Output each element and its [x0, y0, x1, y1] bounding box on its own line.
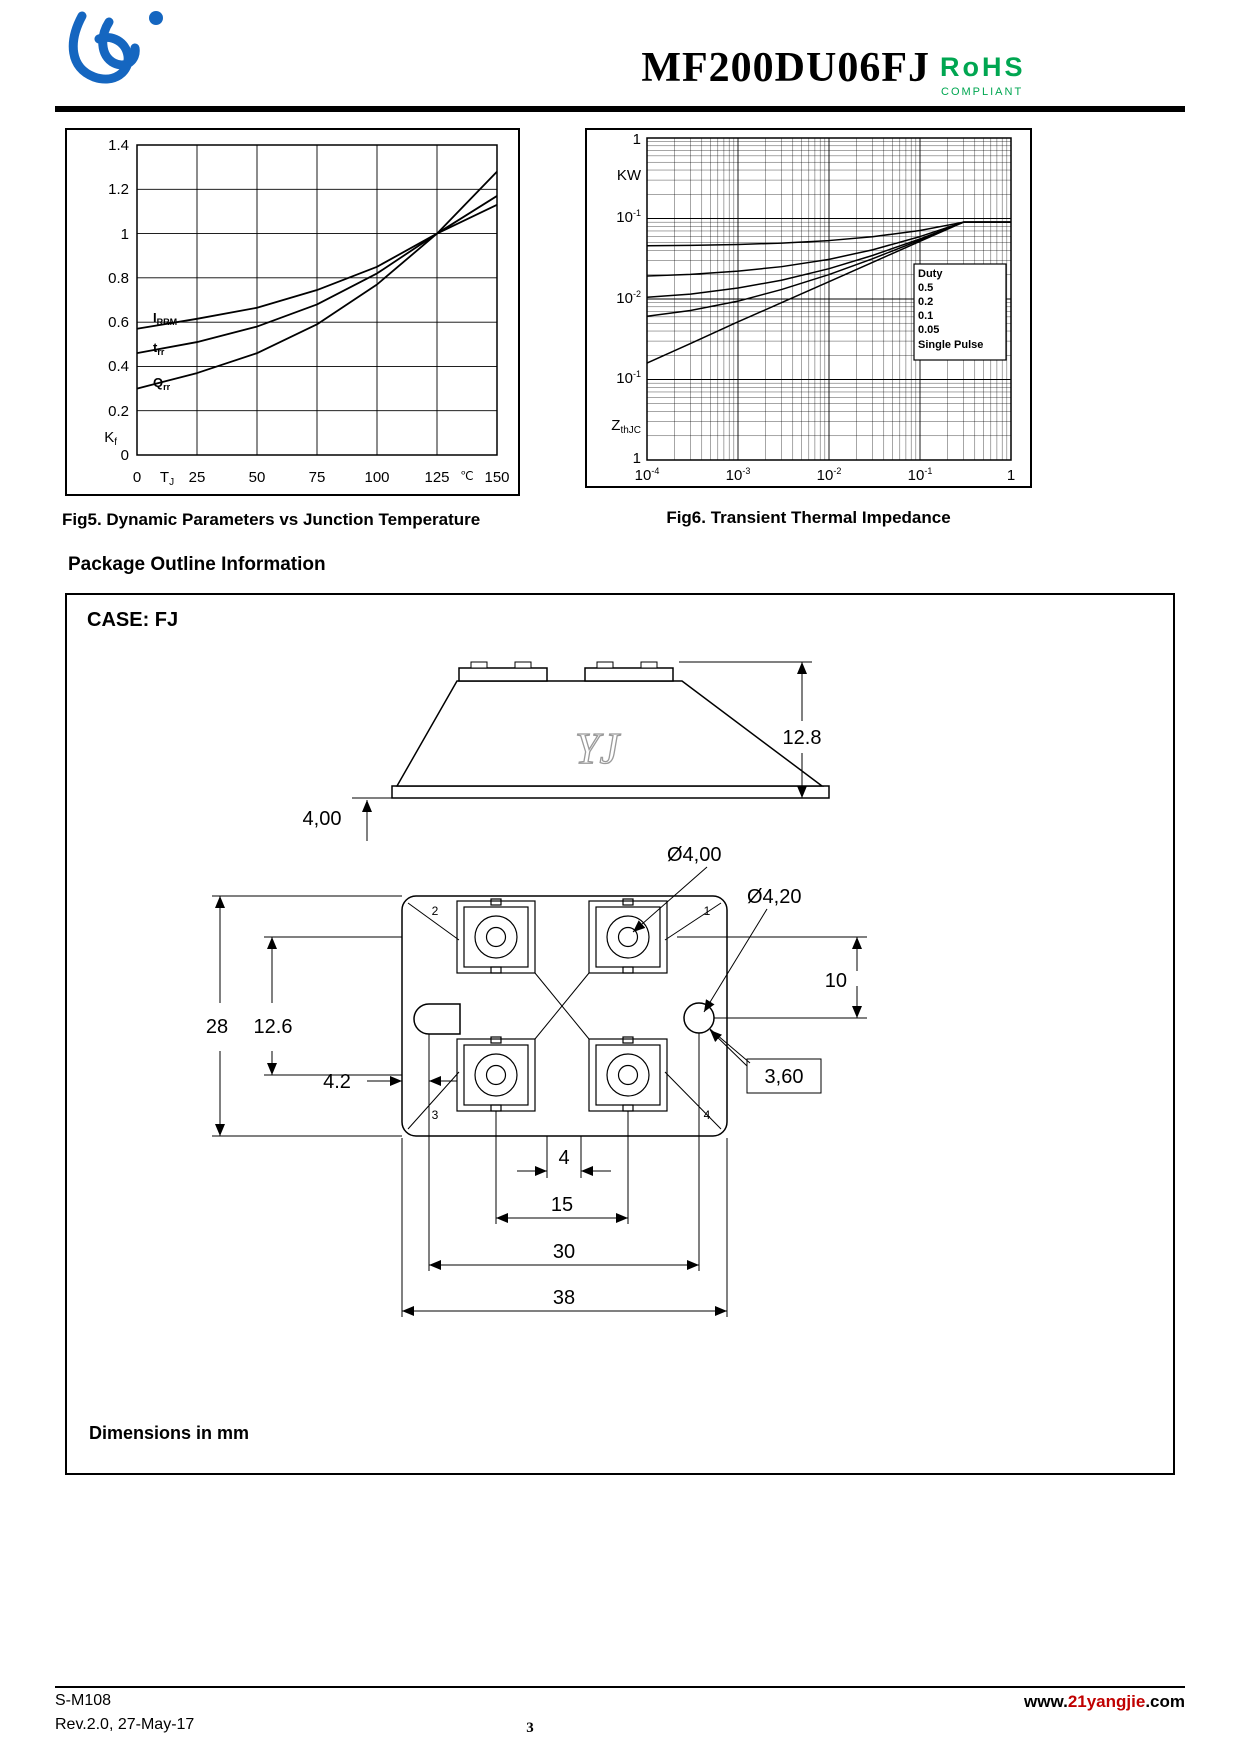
case-label: CASE: FJ: [87, 609, 179, 631]
fig5-ytick: 1.2: [108, 181, 129, 198]
fig5-y-axis-labels: [104, 137, 129, 464]
terminal-numbers: [432, 904, 711, 1122]
terminal-number: 2: [431, 904, 439, 918]
terminal-number: 4: [703, 1108, 711, 1122]
fig5-xtick: 25: [188, 469, 206, 486]
dim-hole-small-label: Ø4,00: [667, 844, 722, 866]
dim-base-label: 4,00: [302, 808, 342, 830]
fig5-ytick: 0.2: [108, 403, 129, 420]
revision-label: Rev.2.0, 27-May-17: [55, 1716, 195, 1733]
fig5-xtick: 100: [364, 469, 390, 486]
fig5-xtick: 75: [308, 469, 326, 486]
module-watermark: YJ: [575, 724, 619, 773]
fig5-x-axis-title: $T_J$: [159, 469, 175, 488]
fig5-ytick: 0.6: [108, 314, 129, 331]
page-number: 3: [526, 1720, 534, 1736]
fig6-chart: [587, 130, 1030, 486]
fig5-xtick: 0: [132, 469, 142, 486]
terminal-pad-bottom-left: [457, 1037, 535, 1111]
fig6-legend: [914, 264, 1006, 360]
terminal-number: 3: [431, 1108, 439, 1122]
case-outline-box: [65, 593, 1175, 1475]
terminal-pad-top-right: [589, 899, 667, 973]
fig5-x-unit: ℃: [460, 469, 474, 483]
fig5-ytick: 0.8: [108, 270, 129, 287]
website-brand: 21yangjie: [1067, 1692, 1146, 1711]
fig5-curve-label-irrm: $I_{RRM}$: [153, 310, 178, 327]
fig6-ytick: $10^{-2}$: [616, 289, 641, 307]
rohs-compliant-label: COMPLIANT: [941, 86, 1024, 98]
fig5-caption: Fig5. Dynamic Parameters vs Junction Temperature: [62, 510, 481, 529]
dim-height-label: 12.8: [782, 727, 822, 749]
dim-slot-offset-label: 4.2: [323, 1071, 351, 1093]
fig5-xtick: 125: [424, 469, 450, 486]
terminal-pad-top-left: [457, 899, 535, 973]
fig6-legend-item: 0.05: [918, 324, 940, 336]
fig6-legend-item: 0.1: [918, 310, 934, 322]
fig5-x-axis-labels: [133, 469, 510, 488]
part-number-title: MF200DU06FJ: [641, 45, 930, 91]
fig5-ytick: 1: [120, 226, 129, 243]
dim-notch-label: 4: [558, 1147, 570, 1169]
terminal-number: 1: [703, 904, 711, 918]
logo-swirl: [73, 16, 135, 79]
fig6-caption: Fig6. Transient Thermal Impedance: [666, 508, 951, 527]
fig5-ytick: 1.4: [108, 137, 129, 154]
fig6-x-axis-labels: [635, 466, 1016, 484]
footer-rule: [55, 1686, 1185, 1688]
fig6-xtick: $10^{-3}$: [725, 466, 751, 484]
logo-dot: [149, 11, 163, 25]
fig6-xtick: $10^{-4}$: [634, 466, 660, 484]
website-suffix: .com: [1145, 1692, 1185, 1711]
fig6-box: [585, 128, 1032, 488]
bottom-dimension-lines: [402, 1033, 727, 1317]
left-dimension-lines: [212, 896, 402, 1136]
fig5-ytick: 0.4: [108, 358, 129, 375]
package-drawing: [67, 641, 1173, 1431]
website-link[interactable]: [1024, 1692, 1185, 1712]
fig5-curve-label-trr: $t_{rr}$: [153, 340, 165, 357]
header-rule: [55, 106, 1185, 112]
mounting-slot: [414, 1004, 460, 1034]
fig6-ytick: 1: [632, 131, 641, 148]
fig6-xtick: $10^{-2}$: [816, 466, 842, 484]
fig6-xtick: $10^{-1}$: [907, 466, 933, 484]
fig6-y-unit: KW: [616, 167, 641, 184]
molded-ridge-lines: [408, 903, 721, 1129]
package-top-view: [402, 896, 727, 1136]
dim-body-width-label: 38: [552, 1287, 576, 1309]
dim-hole-inset-label: 3,60: [764, 1066, 804, 1088]
fig6-ytick: 1: [632, 450, 641, 467]
fig5-xtick: 150: [484, 469, 510, 486]
rohs-badge: RoHS: [940, 52, 1026, 82]
dim-hole-span-label: 30: [552, 1241, 576, 1263]
dim-hole-large-label: Ø4,20: [747, 886, 802, 908]
fig6-ytick: $10^{-1}$: [616, 208, 641, 226]
document-code: S-M108: [55, 1692, 112, 1709]
fig5-xtick: 50: [248, 469, 266, 486]
fig5-curve-label-qrr: $Q_{rr}$: [153, 375, 171, 392]
fig5-chart: [67, 130, 518, 494]
fig6-ytick: $10^{-1}$: [616, 369, 641, 387]
dim-row-span-label: 12.6: [253, 1016, 293, 1038]
dim-hole-drop-label: 10: [824, 970, 847, 992]
fig6-legend-item: 0.2: [918, 296, 934, 308]
dim-body-height-label: 28: [205, 1016, 229, 1038]
terminal-pad-bottom-right: [589, 1037, 667, 1111]
fig6-legend-single-pulse: Single Pulse: [918, 339, 984, 351]
mounting-hole: [684, 1003, 714, 1033]
dimensions-note: Dimensions in mm: [89, 1423, 250, 1443]
package-outline-section-title: Package Outline Information: [68, 554, 326, 575]
fig6-legend-title: Duty: [918, 268, 943, 280]
website-prefix: www.: [1024, 1692, 1068, 1711]
yangjie-logo: [52, 6, 170, 101]
slot-offset-dimension: [367, 1034, 457, 1271]
fig5-ytick: 0: [120, 447, 129, 464]
fig5-box: [65, 128, 520, 496]
fig6-y-axis-labels: [611, 131, 642, 467]
dim-pad-span-label: 15: [550, 1194, 574, 1216]
fig5-y-axis-title: $K_f$: [104, 429, 117, 448]
fig5-grid: [137, 145, 497, 455]
fig6-y-axis-title: $Z_{thJC}$: [611, 417, 641, 436]
fig6-legend-item: 0.5: [918, 282, 934, 294]
fig6-xtick: 1: [1006, 467, 1016, 484]
